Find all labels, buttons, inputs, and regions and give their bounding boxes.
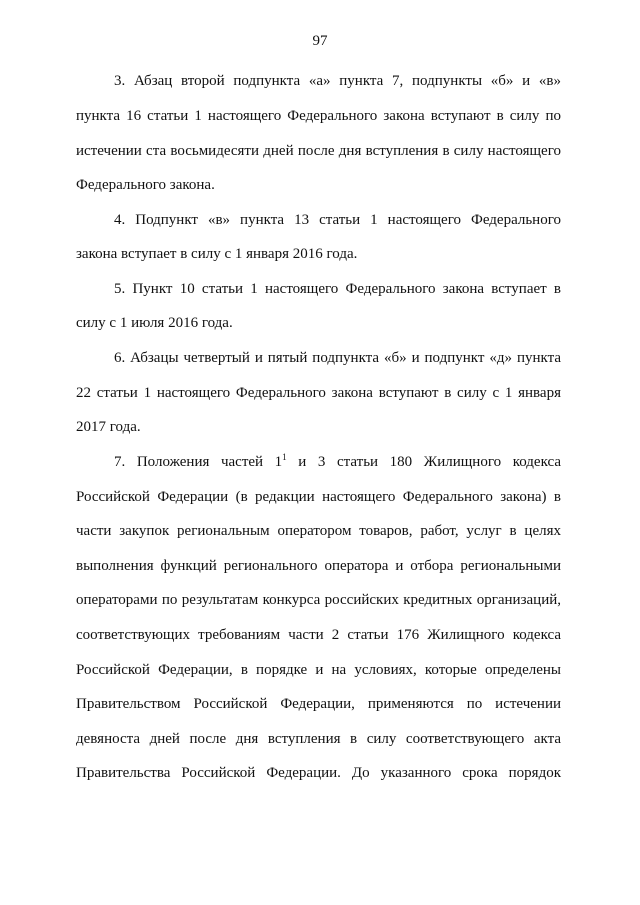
paragraph-7-line-9: девяноста дней после дня вступления в силу соответствующего акта — [76, 731, 561, 747]
paragraph-7-line-5: операторами по результатам конкурса российских кредитных организаций, — [76, 592, 561, 608]
paragraph-6-line-2: 22 статьи 1 настоящего Федерального закона вступают в силу с 1 января — [76, 385, 561, 401]
page-number: 97 — [312, 33, 328, 49]
paragraph-3-line-4: Федерального закона. — [76, 177, 215, 193]
paragraph-3-line-1: 3. Абзац второй подпункта «а» пункта 7, подпункты «б» и «в» — [114, 73, 561, 89]
paragraph-5-line-2: силу с 1 июля 2016 года. — [76, 315, 233, 331]
paragraph-3-line-3: истечении ста восьмидесяти дней после дня вступления в силу настоящего — [76, 143, 561, 159]
paragraph-7-line-2: Российской Федерации (в редакции настоящего Федерального закона) в — [76, 489, 561, 505]
paragraph-6-line-3: 2017 года. — [76, 419, 141, 435]
paragraph-3-line-2: пункта 16 статьи 1 настоящего Федерального закона вступают в силу по — [76, 108, 561, 124]
paragraph-4-line-1: 4. Подпункт «в» пункта 13 статьи 1 настоящего Федерального — [114, 212, 561, 228]
paragraph-7-line-10: Правительства Российской Федерации. До указанного срока порядок — [76, 765, 561, 781]
paragraph-7-line-8: Правительством Российской Федерации, применяются по истечении — [76, 696, 561, 712]
superscript-index: 1 — [282, 452, 287, 462]
paragraph-7-line-3: части закупок региональным оператором товаров, работ, услуг в целях — [76, 523, 561, 539]
paragraph-5-line-1: 5. Пункт 10 статьи 1 настоящего Федерального закона вступает в — [114, 281, 561, 297]
paragraph-7-line-4: выполнения функций регионального оператора и отбора региональными — [76, 558, 561, 574]
paragraph-7-line-1-pre: 7. Положения частей 1 — [114, 454, 283, 470]
paragraph-7-line-6: соответствующих требованиям части 2 статьи 176 Жилищного кодекса — [76, 627, 561, 643]
paragraph-7-line-1-post: и 3 статьи 180 Жилищного кодекса — [286, 454, 562, 470]
paragraph-7-line-7: Российской Федерации, в порядке и на условиях, которые определены — [76, 662, 561, 678]
paragraph-4-line-2: закона вступает в силу с 1 января 2016 года. — [76, 246, 358, 262]
paragraph-6-line-1: 6. Абзацы четвертый и пятый подпункта «б» и подпункт «д» пункта — [114, 350, 561, 366]
paragraph-7-line-1 — [114, 452, 561, 472]
